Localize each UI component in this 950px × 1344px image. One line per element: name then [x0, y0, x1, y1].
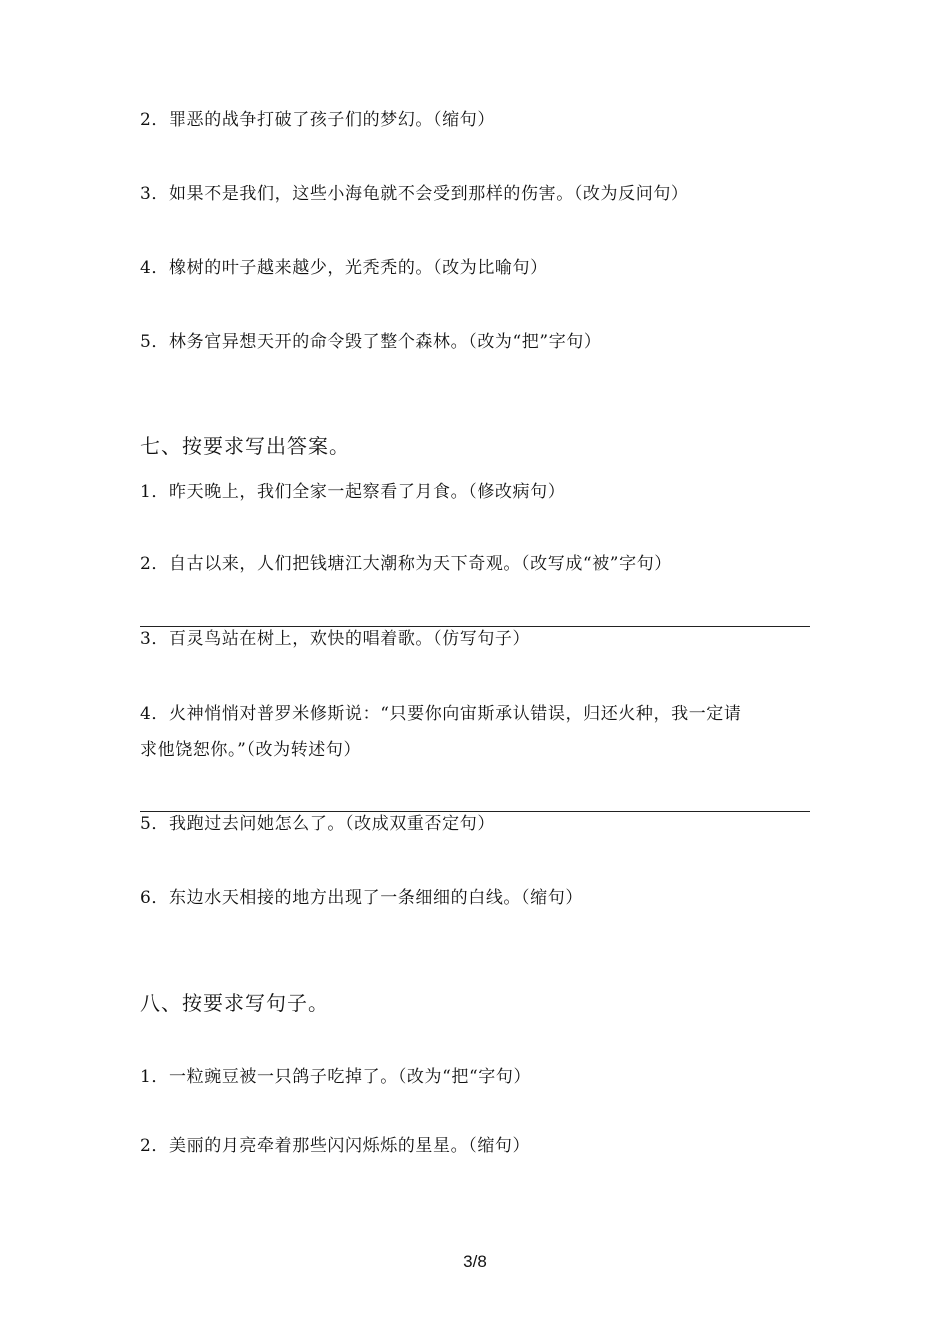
question-8-1: 1．一粒豌豆被一只鸽子吃掉了。（改为“把“字句）	[140, 1067, 532, 1087]
question-8-2: 2．美丽的月亮牵着那些闪闪烁烁的星星。（缩句）	[140, 1136, 531, 1156]
question-7-1: 1．昨天晚上，我们全家一起察看了月食。（修改病句）	[140, 482, 566, 502]
question-7-4-continued: 求他饶恕你。”（改为转述句）	[140, 740, 362, 760]
question-7-2: 2．自古以来，人们把钱塘江大潮称为天下奇观。（改写成“被”字句）	[140, 554, 672, 574]
answer-line	[140, 626, 810, 627]
question-6-3: 3．如果不是我们，这些小海龟就不会受到那样的伤害。（改为反问句）	[140, 184, 689, 204]
section-7-title: 七、按要求写出答案。	[140, 434, 350, 458]
section-8-title: 八、按要求写句子。	[140, 991, 329, 1015]
question-6-2: 2．罪恶的战争打破了孩子们的梦幻。（缩句）	[140, 110, 495, 130]
page-number: 3/8	[463, 1252, 487, 1271]
question-7-5: 5．我跑过去问她怎么了。（改成双重否定句）	[140, 814, 495, 834]
question-7-4: 4．火神悄悄对普罗米修斯说：“只要你向宙斯承认错误，归还火种，我一定请	[140, 704, 742, 724]
question-7-6: 6．东边水天相接的地方出现了一条细细的白线。（缩句）	[140, 888, 583, 908]
answer-line	[140, 811, 810, 812]
question-7-3: 3．百灵鸟站在树上，欢快的唱着歌。（仿写句子）	[140, 629, 531, 649]
question-6-5: 5．林务官异想天开的命令毁了整个森林。（改为“把”字句）	[140, 332, 602, 352]
question-6-4: 4．橡树的叶子越来越少，光秃秃的。（改为比喻句）	[140, 258, 548, 278]
